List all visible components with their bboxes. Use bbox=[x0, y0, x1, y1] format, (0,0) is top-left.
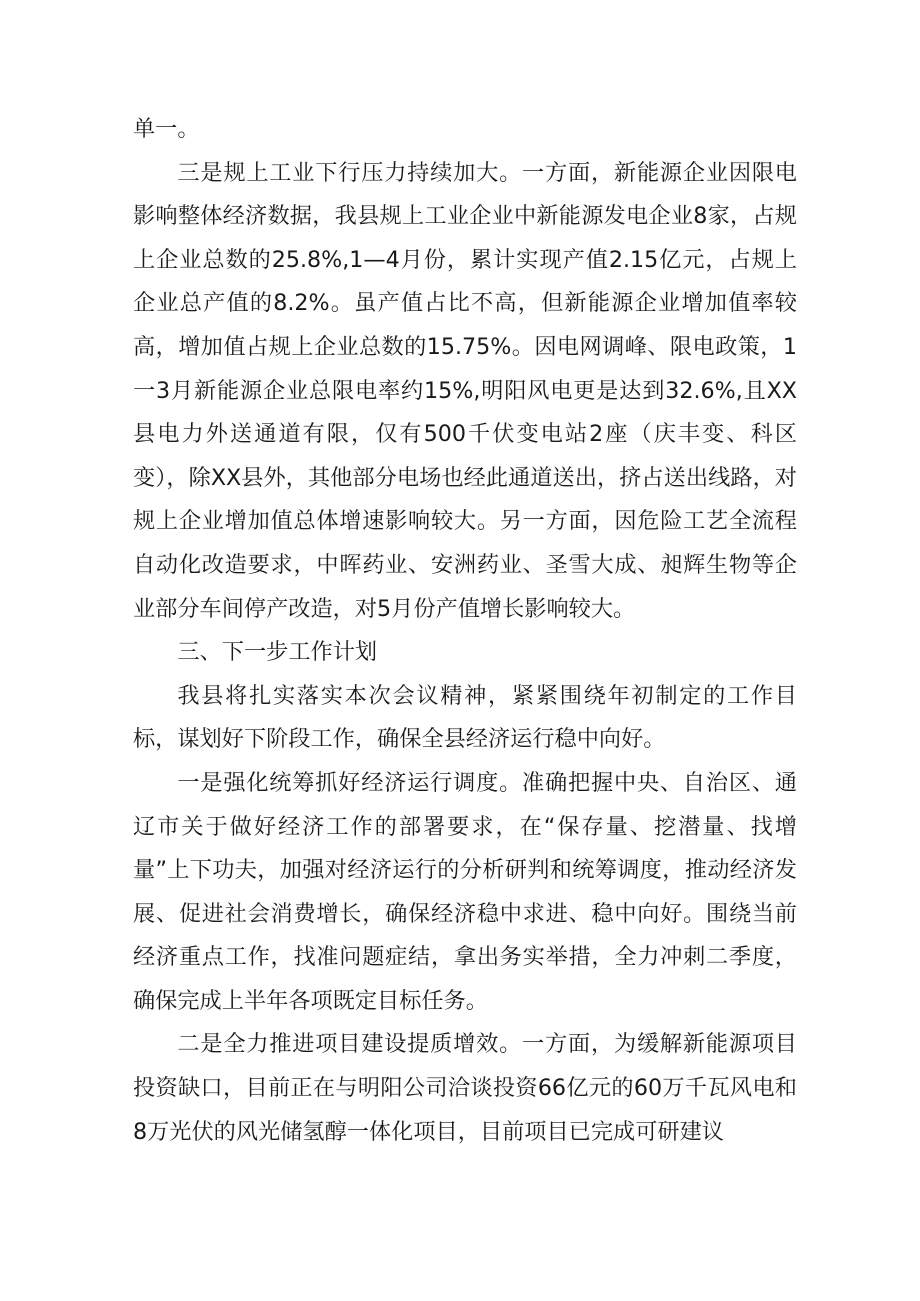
paragraph-economic-dispatch: 一是强化统筹抓好经济运行调度。准确把握中央、自治区、通辽市关于做好经济工作的部署要求，在“保存量、挖潜量、找增量”上下功夫，加强对经济运行的分析研判和统筹调度，推动经济发展、促进社会消费增长，确保经济稳中求进、稳中向好。围绕当前经济重点工作，找准问题症结，拿出务实举措，全力冲刺二季度，确保完成上半年各项既定目标任务。 bbox=[133, 769, 797, 1014]
section-heading-next-steps: 三、下一步工作计划 bbox=[177, 639, 378, 666]
paragraph-industry-pressure: 三是规上工业下行压力持续加大。一方面，新能源企业因限电影响整体经济数据，我县规上工业企业中新能源发电企业8家，占规上企业总数的25.8%,1—4月份，累计实现产值2.15亿元，占规上企业总产值的8.2%。虽产值占比不高，但新能源企业增加值率较高，增加值占规上企业总数的15.75%。因电网调峰、限电政策，1一3月新能源企业总限电率约15%,明阳风电更是达到32.6%,且XX县电力外送通道有限，仅有500千伏变电站2座（庆丰变、科区变），除XX县外，其他部分电场也经此通道送出，挤占送出线路，对规上企业增加值总体增速影响较大。另一方面，因危险工艺全流程自动化改造要求，中晖药业、安洲药业、圣雪大成、昶辉生物等企业部分车间停产改造，对5月份产值增长影响较大。 bbox=[133, 159, 797, 622]
paragraph-continuation: 单一。 bbox=[133, 116, 200, 142]
document-body bbox=[133, 108, 797, 1154]
paragraph-project-construction: 二是全力推进项目建设提质增效。一方面，为缓解新能源项目投资缺口，目前正在与明阳公司洽谈投资66亿元的60万千瓦风电和8万光伏的风光储氢醇一体化项目，目前项目已完成可研建议 bbox=[133, 1031, 797, 1145]
paragraph-plan-intro: 我县将扎实落实本次会议精神，紧紧围绕年初制定的工作目标，谋划好下阶段工作，确保全县经济运行稳中向好。 bbox=[133, 682, 797, 753]
